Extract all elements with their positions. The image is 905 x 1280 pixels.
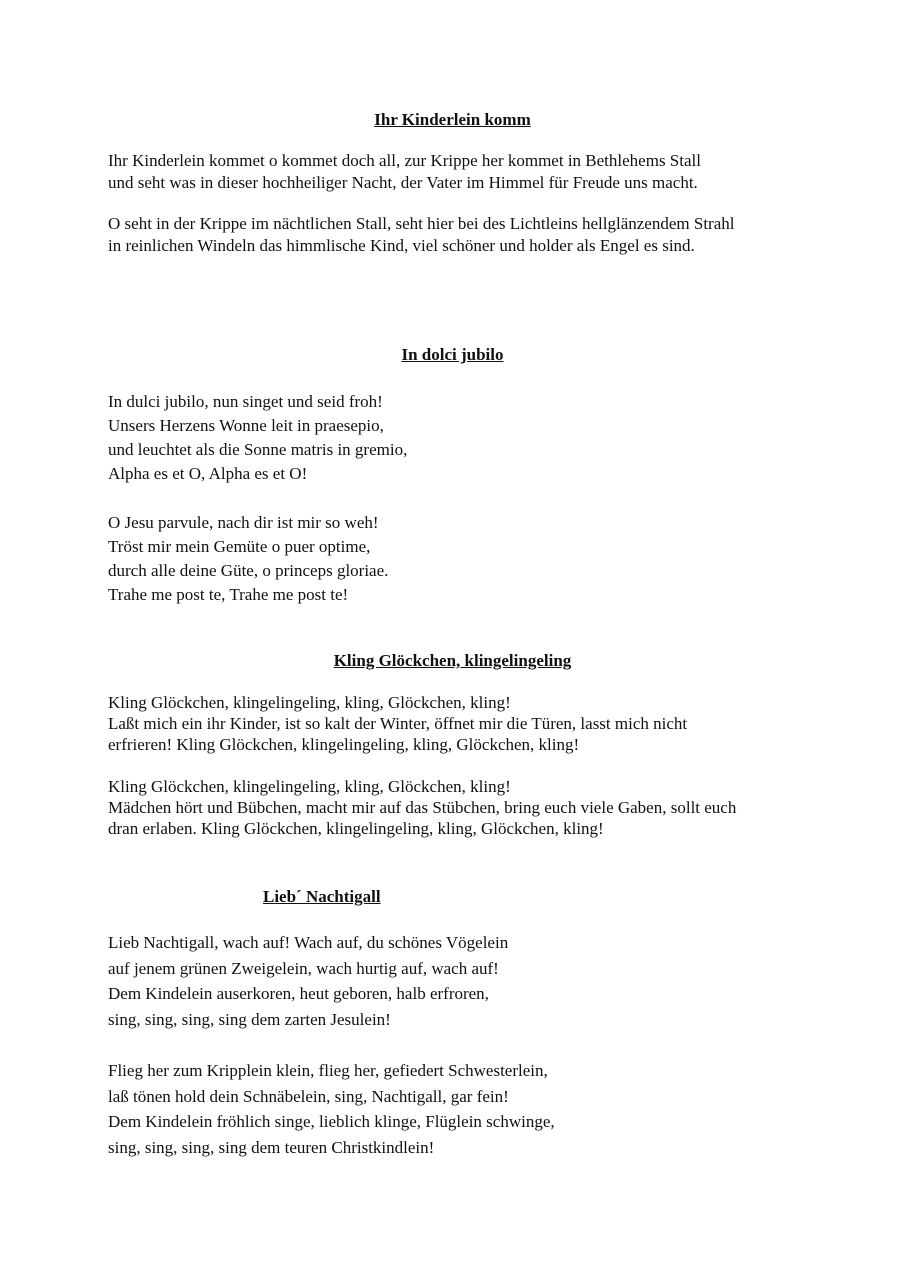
verse-line: laß tönen hold dein Schnäbelein, sing, Nachtigall, gar fein!	[108, 1086, 509, 1106]
verse-line: Dem Kindelein fröhlich singe, lieblich klinge, Flüglein schwinge,	[108, 1112, 555, 1131]
verse-line: Flieg her zum Kripplein klein, flieg her, gefiedert Schwesterlein,	[108, 1061, 548, 1080]
song-title: Kling Glöckchen, klingelingeling	[333, 651, 572, 670]
verse-line: Alpha es et O, Alpha es et O!	[108, 464, 308, 483]
verse-line: Mädchen hört und Bübchen, macht mir auf das Stübchen, bring euch viele Gaben, sollt euch	[108, 798, 737, 817]
song-stanza	[108, 150, 808, 194]
verse-line: Kling Glöckchen, klingelingeling, kling, Glöckchen, kling!	[108, 777, 511, 796]
verse-line: auf jenem grünen Zweigelein, wach hurtig auf, wach auf!	[108, 958, 499, 978]
verse-line: in reinlichen Windeln das himmlische Kind, viel schöner und holder als Engel es sind.	[108, 236, 695, 255]
song-stanza	[108, 692, 808, 755]
verse-line: Lieb Nachtigall, wach auf! Wach auf, du schönes Vögelein	[108, 933, 509, 952]
verse-line: und seht was in dieser hochheiliger Nacht, der Vater im Himmel für Freude uns macht.	[108, 173, 698, 192]
song-stanza	[108, 1058, 808, 1160]
verse-line: Ihr Kinderlein kommet o kommet doch all, zur Krippe her kommet in Bethlehems Stall	[108, 151, 701, 170]
song-stanza	[108, 776, 808, 839]
song-stanza	[108, 390, 808, 486]
song-title: Ihr Kinderlein komm	[374, 110, 531, 129]
verse-line: durch alle deine Güte, o princeps gloriae.	[108, 561, 389, 580]
verse-line: In dulci jubilo, nun singet und seid froh!	[108, 392, 383, 411]
verse-line: sing, sing, sing, sing dem teuren Christkindlein!	[108, 1137, 435, 1157]
verse-line: Trahe me post te, Trahe me post te!	[108, 585, 349, 604]
verse-line: Unsers Herzens Wonne leit in praesepio,	[108, 416, 384, 435]
verse-line: erfrieren! Kling Glöckchen, klingelingeling, kling, Glöckchen, kling!	[108, 735, 580, 754]
verse-line: Dem Kindelein auserkoren, heut geboren, halb erfroren,	[108, 984, 489, 1003]
song-title: In dolci jubilo	[401, 345, 504, 364]
verse-line: O seht in der Krippe im nächtlichen Stall, seht hier bei des Lichtleins hellglänzendem Strahl	[108, 214, 735, 233]
verse-line: sing, sing, sing, sing dem zarten Jesulein!	[108, 1009, 391, 1029]
song-title: Lieb´ Nachtigall	[263, 887, 381, 906]
verse-line: dran erlaben. Kling Glöckchen, klingelingeling, kling, Glöckchen, kling!	[108, 819, 604, 838]
verse-line: Tröst mir mein Gemüte o puer optime,	[108, 537, 371, 556]
verse-line: und leuchtet als die Sonne matris in gremio,	[108, 440, 408, 459]
song-stanza	[108, 511, 808, 607]
verse-line: Kling Glöckchen, klingelingeling, kling, Glöckchen, kling!	[108, 693, 511, 712]
verse-line: O Jesu parvule, nach dir ist mir so weh!	[108, 513, 379, 532]
song-stanza	[108, 213, 808, 257]
verse-line: Laßt mich ein ihr Kinder, ist so kalt der Winter, öffnet mir die Türen, lasst mich nicht	[108, 714, 688, 733]
song-stanza	[108, 930, 808, 1032]
